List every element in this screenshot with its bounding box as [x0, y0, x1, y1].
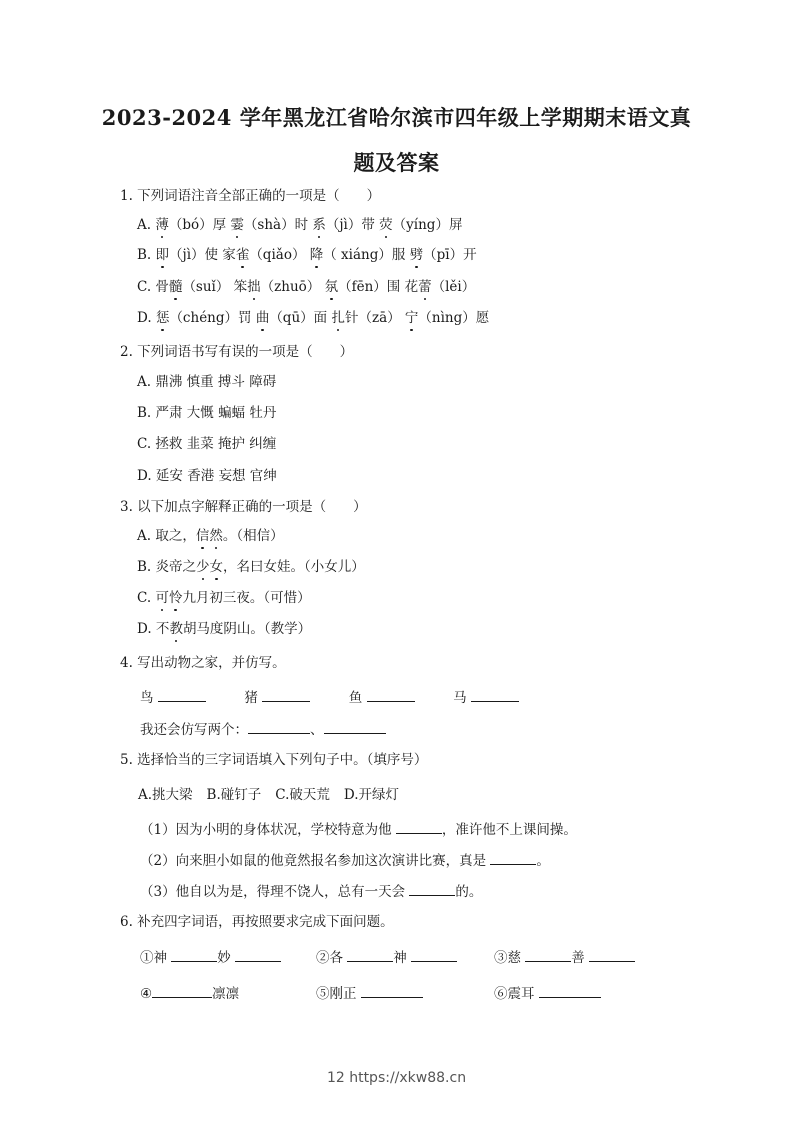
answer-blank[interactable] [589, 947, 635, 962]
item-text: 妙 [217, 950, 236, 966]
question-1-stem: 1. 下列词语注音全部正确的一项是（ ） [120, 188, 381, 204]
answer-blank[interactable] [396, 819, 442, 834]
answer-blank[interactable] [411, 947, 457, 962]
answer-blank[interactable] [471, 687, 519, 702]
answer-blank[interactable] [347, 947, 393, 962]
animal-pig: 猪 [244, 690, 258, 706]
question-2-stem: 2. 下列词语书写有误的一项是（ ） [120, 344, 354, 360]
answer-blank[interactable] [367, 687, 415, 702]
answer-blank[interactable] [152, 983, 212, 998]
question-2-option-d: D. 延安 香港 妄想 官绅 [137, 468, 277, 484]
sentence-text: 。 [536, 853, 550, 869]
item-text: ③慈 [494, 950, 526, 966]
question-5-sentence-2 [140, 850, 550, 870]
animal-horse: 马 [453, 690, 467, 706]
sentence-text: ，准许他不上课间操。 [441, 822, 577, 838]
choice-d: D.开绿灯 [343, 787, 400, 803]
question-1-option-d: D. 惩（chéng）罚 曲（qū）面 扎针（zā） 宁（nìng）愿 [137, 310, 490, 326]
question-4-imitate-row [140, 719, 386, 739]
answer-blank[interactable] [409, 881, 455, 896]
document-title-line-1: 2023-2024 学年黑龙江省哈尔滨市四年级上学期期末语文真 [101, 105, 692, 130]
question-6-item-2 [316, 947, 457, 967]
item-text: ⑥震耳 [494, 986, 539, 1002]
answer-blank[interactable] [171, 947, 217, 962]
question-3-option-b: B. 炎帝之少女，名曰女娃。（小女儿） [137, 559, 365, 575]
choice-b: B.碰钉子 [206, 787, 262, 803]
animal-fish: 鱼 [348, 690, 363, 706]
separator: 、 [310, 722, 324, 738]
question-5-sentence-3 [140, 881, 482, 901]
question-2-option-a: A. 鼎沸 慎重 搏斗 障碍 [137, 374, 277, 390]
sentence-text: （2）向来胆小如鼠的他竟然报名参加这次演讲比赛，真是 [140, 853, 491, 869]
choice-a: A.挑大梁 [138, 787, 193, 803]
sentence-text: （3）他自以为是，得理不饶人，总有一天会 [140, 884, 410, 900]
question-3-option-d: D. 不教胡马度阴山。（教学） [137, 621, 312, 637]
question-3-stem: 3. 以下加点字解释正确的一项是（ ） [120, 499, 367, 515]
item-text: 神 [393, 950, 412, 966]
sentence-text: 的。 [455, 884, 483, 900]
item-text: ④ [140, 986, 153, 1002]
question-2-option-c: C. 拯救 韭菜 掩护 纠缠 [137, 436, 277, 452]
answer-blank[interactable] [361, 983, 423, 998]
question-5-sentence-1 [140, 819, 577, 839]
question-6-stem: 6. 补充四字词语，再按照要求完成下面问题。 [120, 914, 394, 930]
question-5-choices [138, 786, 399, 804]
answer-blank[interactable] [539, 983, 601, 998]
question-2-option-b: B. 严肃 大慨 蝙蝠 牡丹 [137, 405, 277, 421]
question-6-item-1 [140, 947, 281, 967]
item-text: ②各 [316, 950, 348, 966]
item-text: ⑤刚正 [316, 986, 361, 1002]
item-text: ①神 [140, 950, 172, 966]
document-title-line-2: 题及答案 [353, 150, 440, 175]
imitate-prompt: 我还会仿写两个： [140, 722, 248, 738]
question-1-option-c: C. 骨髓（suǐ） 笨拙（zhuō） 氛（fēn）围 花蕾（lěi） [137, 279, 476, 295]
answer-blank[interactable] [490, 850, 536, 865]
question-6-item-5 [316, 983, 423, 1003]
answer-blank[interactable] [525, 947, 571, 962]
question-1-option-b: B. 即（jì）使 家雀（qiǎo） 降（ xiáng）服 劈（pī）开 [137, 247, 477, 263]
answer-blank[interactable] [262, 687, 310, 702]
answer-blank[interactable] [324, 719, 386, 734]
animal-bird: 鸟 [140, 690, 154, 706]
question-4-animal-row [140, 687, 519, 707]
question-1-option-a: A. 薄（bó）厚 霎（shà）时 系（jì）带 荧（yíng）屏 [137, 217, 463, 233]
sentence-text: （1）因为小明的身体状况，学校特意为他 [140, 822, 396, 838]
question-4-stem: 4. 写出动物之家，并仿写。 [120, 655, 286, 671]
question-5-stem: 5. 选择恰当的三字词语填入下列句子中。（填序号） [120, 752, 428, 768]
question-3-option-a: A. 取之，信然。（相信） [137, 528, 284, 544]
question-6-item-6 [494, 983, 601, 1003]
answer-blank[interactable] [248, 719, 310, 734]
item-text: 凛凛 [212, 986, 240, 1002]
choice-c: C.破天荒 [275, 787, 330, 803]
question-6-item-3 [494, 947, 635, 967]
item-text: 善 [571, 950, 590, 966]
question-3-option-c: C. 可怜九月初三夜。（可惜） [137, 590, 311, 606]
answer-blank[interactable] [235, 947, 281, 962]
page-footer: 12 https://xkw88.cn [326, 1070, 467, 1086]
answer-blank[interactable] [158, 687, 206, 702]
question-6-item-4 [140, 983, 239, 1003]
